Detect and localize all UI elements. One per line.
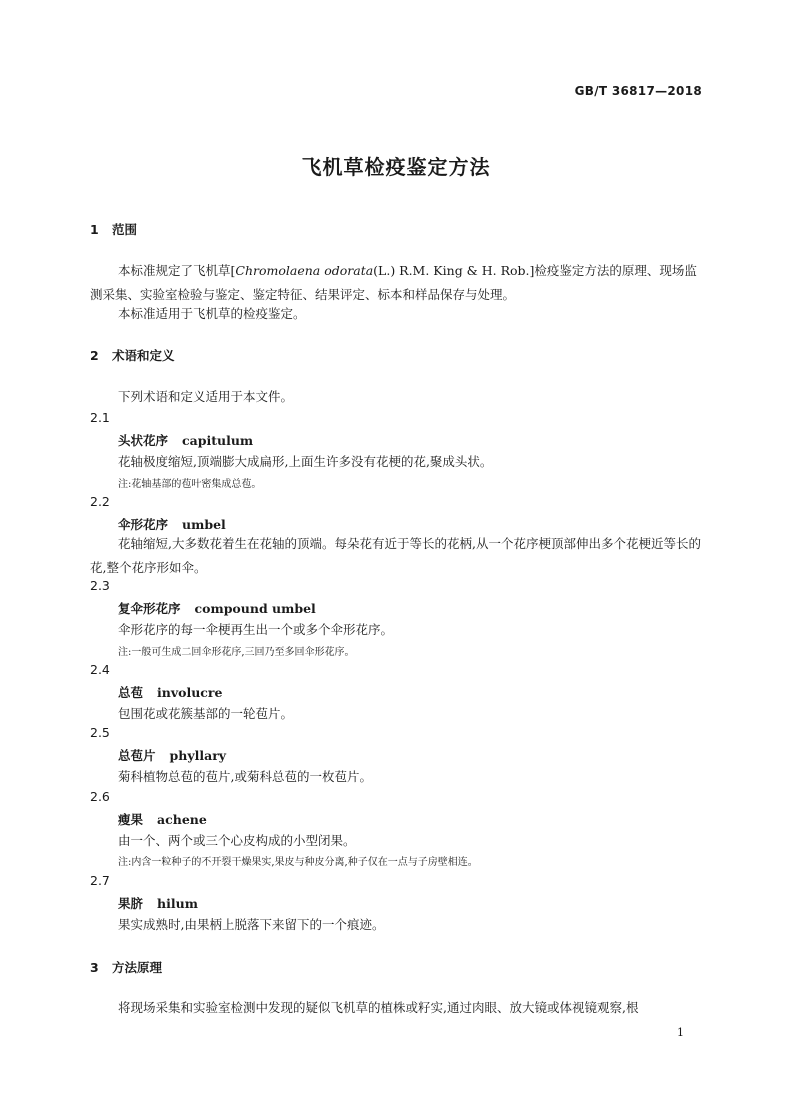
scope-paragraph [90, 259, 704, 307]
section-number: 3 [90, 960, 99, 975]
term-en: achene [157, 812, 207, 827]
species-name: Chromolaena odorata [235, 263, 374, 278]
term-entry [118, 683, 222, 701]
term-entry [118, 515, 226, 533]
term-definition: 包围花或花簇基部的一轮苞片。 [118, 706, 294, 721]
term-note: 注:一般可生成二回伞形花序,三回乃至多回伞形花序。 [118, 647, 355, 658]
term-entry [118, 894, 198, 912]
term-definition: 果实成熟时,由果柄上脱落下来留下的一个痕迹。 [118, 917, 385, 932]
clause-number: 2.1 [90, 410, 110, 425]
section-title: 方法原理 [112, 960, 163, 975]
term-en: phyllary [169, 748, 227, 763]
term-definition: 花轴缩短,大多数花着生在花轴的顶端。每朵花有近于等长的花柄,从一个花序梗顶部伸出多个花梗近等长的花,整个花序形如伞。 [90, 536, 701, 575]
term-en: hilum [157, 896, 198, 911]
term-zh: 伞形花序 [118, 517, 169, 532]
section-heading-terms [90, 346, 175, 364]
section-number: 1 [90, 222, 99, 237]
term-zh: 复伞形花序 [118, 601, 181, 616]
term-en: involucre [157, 685, 223, 700]
term-zh: 果脐 [118, 896, 144, 911]
terms-intro: 下列术语和定义适用于本文件。 [118, 389, 294, 404]
page-number: 1 [677, 1026, 684, 1039]
clause-number: 2.7 [90, 873, 110, 888]
term-definition: 伞形花序的每一伞梗再生出一个或多个伞形花序。 [118, 622, 394, 637]
clause-number: 2.2 [90, 494, 110, 509]
standard-code: GB/T 36817—2018 [574, 84, 702, 98]
term-definition: 由一个、两个或三个心皮构成的小型闭果。 [118, 833, 356, 848]
clause-number: 2.5 [90, 725, 110, 740]
term-entry [118, 810, 207, 828]
principle-paragraph: 将现场采集和实验室检测中发现的疑似飞机草的植株或籽实,通过肉眼、放大镜或体视镜观察,根 [118, 1000, 639, 1015]
clause-number: 2.4 [90, 662, 110, 677]
term-note: 注:内含一粒种子的不开裂干燥果实,果皮与种皮分离,种子仅在一点与子房壁相连。 [118, 857, 478, 868]
scope-text-a: 本标准规定了飞机草[ [118, 263, 236, 278]
clause-number: 2.6 [90, 789, 110, 804]
term-zh: 总苞 [118, 685, 144, 700]
term-zh: 总苞片 [118, 748, 156, 763]
scope-applicability: 本标准适用于飞机草的检疫鉴定。 [118, 306, 306, 321]
section-number: 2 [90, 348, 99, 363]
section-title: 术语和定义 [112, 348, 175, 363]
term-en: umbel [182, 517, 226, 532]
scope-text-b: (L.) R.M. King & H. Rob.]检疫鉴定方法的原理、现场监测采集、实验室检验与鉴定、鉴定特征、结果评定、标本和样品保存与处理。 [90, 263, 697, 302]
term-entry [118, 599, 316, 617]
section-heading-principle [90, 958, 162, 976]
term-entry [118, 746, 226, 764]
term-zh: 头状花序 [118, 433, 169, 448]
section-heading-scope [90, 220, 137, 238]
section-title: 范围 [112, 222, 138, 237]
term-zh: 瘦果 [118, 812, 144, 827]
term-definition: 菊科植物总苞的苞片,或菊科总苞的一枚苞片。 [118, 769, 372, 784]
term-note: 注:花轴基部的苞叶密集成总苞。 [118, 479, 262, 490]
clause-number: 2.3 [90, 578, 110, 593]
term-definition: 花轴极度缩短,顶端膨大成扁形,上面生许多没有花梗的花,聚成头状。 [118, 454, 493, 469]
term-entry [118, 431, 253, 449]
term-en: compound umbel [194, 601, 316, 616]
term-en: capitulum [182, 433, 254, 448]
document-title: 飞机草检疫鉴定方法 [301, 155, 491, 179]
